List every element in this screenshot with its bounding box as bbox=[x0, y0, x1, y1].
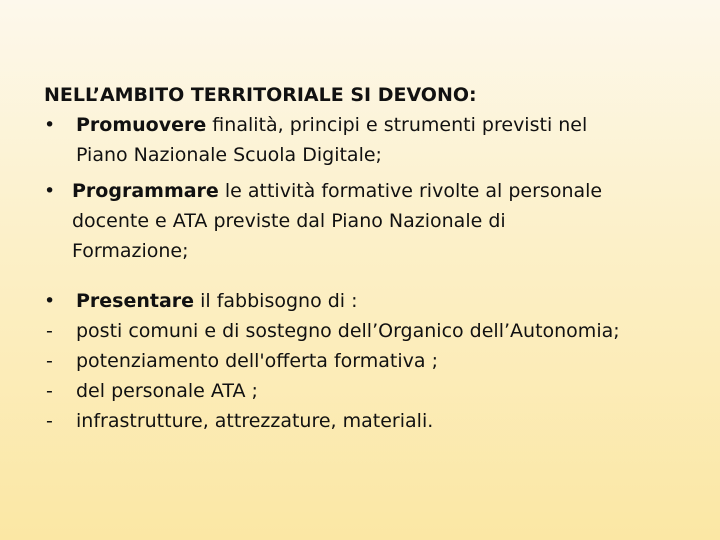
slide-heading: NELL’AMBITO TERRITORIALE SI DEVONO: bbox=[44, 84, 477, 106]
bullet-marker: • bbox=[44, 180, 56, 202]
bullet-marker: • bbox=[44, 290, 56, 312]
bullet-continuation: Formazione; bbox=[72, 240, 189, 262]
bullet-item-promuovere bbox=[76, 110, 587, 140]
bullet-item-programmare bbox=[72, 176, 602, 206]
bullet-continuation: Piano Nazionale Scuola Digitale; bbox=[76, 144, 382, 166]
bullet-keyword: Presentare bbox=[76, 290, 195, 312]
dash-marker: - bbox=[46, 380, 53, 402]
bullet-continuation: docente e ATA previste dal Piano Nazionale di bbox=[72, 210, 506, 232]
bullet-text: il fabbisogno di : bbox=[194, 290, 358, 312]
bullet-marker: • bbox=[44, 114, 56, 136]
bullet-keyword: Programmare bbox=[72, 180, 219, 202]
dash-marker: - bbox=[46, 410, 53, 432]
dash-item: del personale ATA ; bbox=[76, 380, 258, 402]
dash-item: infrastrutture, attrezzature, materiali. bbox=[76, 410, 434, 432]
dash-marker: - bbox=[46, 320, 53, 342]
bullet-text: finalità, principi e strumenti previsti nel bbox=[206, 114, 588, 136]
bullet-item-presentare bbox=[76, 286, 358, 316]
bullet-text: le attività formative rivolte al personale bbox=[218, 180, 603, 202]
bullet-keyword: Promuovere bbox=[76, 114, 207, 136]
dash-item: posti comuni e di sostegno dell’Organico dell’Autonomia; bbox=[76, 320, 620, 342]
dash-item: potenziamento dell'offerta formativa ; bbox=[76, 350, 438, 372]
dash-marker: - bbox=[46, 350, 53, 372]
